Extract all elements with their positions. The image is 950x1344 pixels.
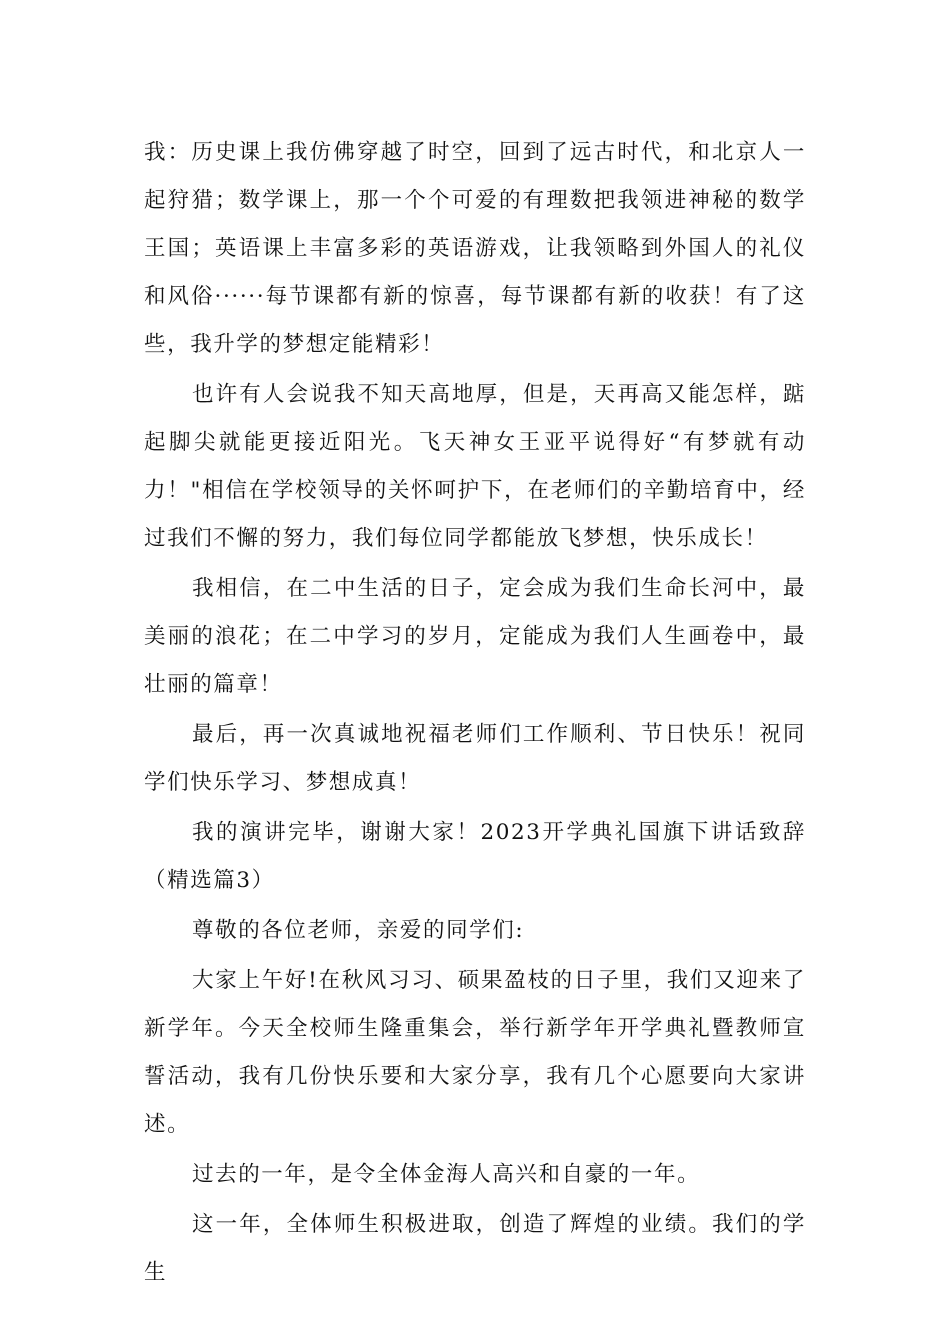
- paragraph-blessing: 最后，再一次真诚地祝福老师们工作顺利、节日快乐！祝同学们快乐学习、梦想成真！: [144, 722, 806, 795]
- paragraph-past-year: 过去的一年，是令全体金海人高兴和自豪的一年。: [192, 1162, 701, 1187]
- paragraph-greeting: 大家上午好!在秋风习习、硕果盈枝的日子里，我们又迎来了新学年。今天全校师生隆重集会，举行新学年开学典礼暨教师宣誓活动，我有几份快乐要和大家分享，我有几个心愿要向大家讲述。: [144, 968, 806, 1137]
- paragraph-dream-motivation: 也许有人会说我不知天高地厚，但是，天再高又能怎样，踮起脚尖就能更接近阳光。飞天神女王亚平说得好“有梦就有动力！"相信在学校领导的关怀呵护下，在老师们的辛勤培育中，经过我们不懈的努力，我们每位同学都能放飞梦想，快乐成长！: [144, 382, 806, 551]
- paragraph-history-class: 我：历史课上我仿佛穿越了时空，回到了远古时代，和北京人一起狩猎；数学课上，那一个个可爱的有理数把我领进神秘的数学王国；英语课上丰富多彩的英语游戏，让我领略到外国人的礼仪和风俗······每节课都有新的惊喜，每节课都有新的收获！有了这些，我升学的梦想定能精彩！: [144, 140, 806, 357]
- paragraph-belief: 我相信，在二中生活的日子，定会成为我们生命长河中，最美丽的浪花；在二中学习的岁月，定能成为我们人生画卷中，最壮丽的篇章！: [144, 576, 806, 697]
- paragraph-achievements: 这一年，全体师生积极进取，创造了辉煌的业绩。我们的学生: [144, 1212, 806, 1285]
- document-page: [144, 129, 806, 1297]
- paragraph-speech-end-heading: 我的演讲完毕，谢谢大家！2023开学典礼国旗下讲话致辞（精选篇3）: [144, 820, 806, 893]
- paragraph-salutation: 尊敬的各位老师，亲爱的同学们:: [192, 918, 525, 943]
